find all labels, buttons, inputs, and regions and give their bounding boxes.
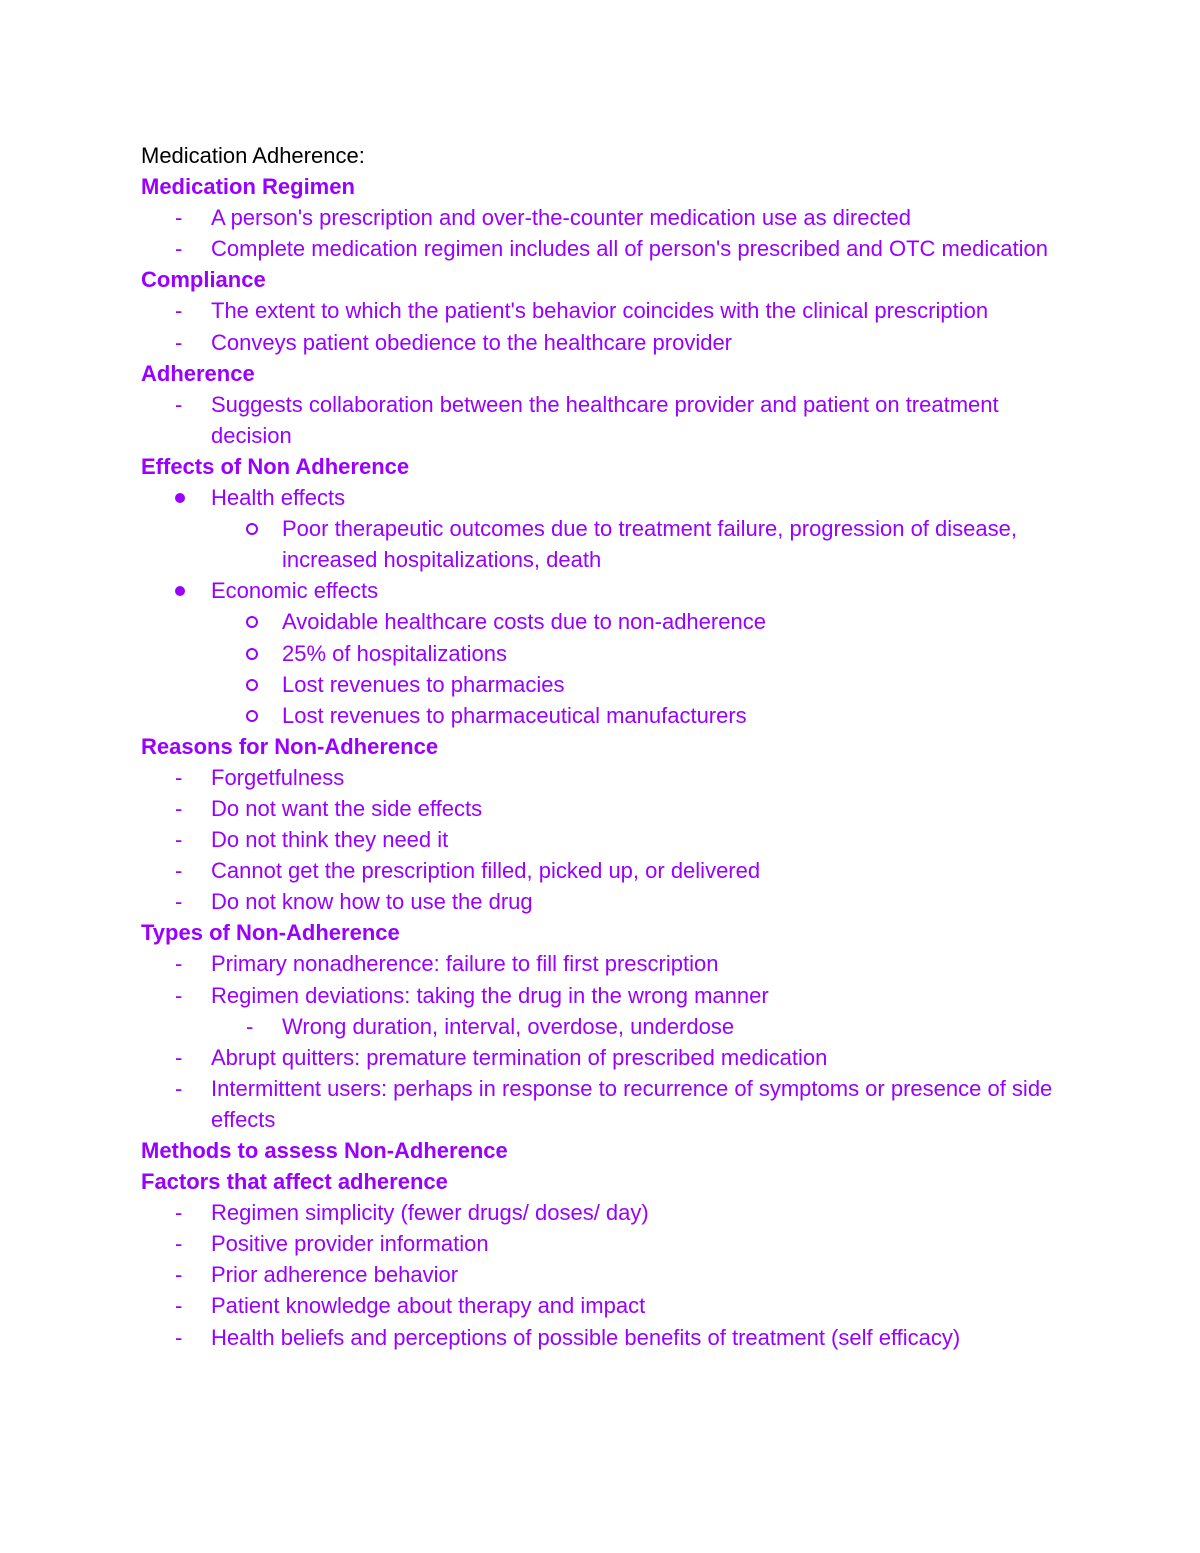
list-item — [141, 1228, 1081, 1259]
list-item — [141, 513, 1081, 575]
list-item — [141, 295, 1081, 326]
document-content — [141, 140, 1081, 1353]
list-item — [141, 855, 1081, 886]
list-item-text: Do not know how to use the drug — [211, 889, 533, 915]
list-item-text: The extent to which the patient's behavior coincides with the clinical prescription — [211, 298, 989, 324]
hollow-bullet-icon — [246, 648, 258, 660]
list-item — [141, 202, 1081, 233]
list-item-text: Do not think they need it — [211, 827, 449, 853]
section-heading: Adherence — [141, 360, 255, 386]
dash-bullet-icon: - — [175, 764, 183, 790]
list-item — [141, 575, 1081, 606]
list-item-text: Do not want the side effects — [211, 795, 483, 821]
hollow-bullet-icon — [246, 616, 258, 628]
dash-bullet-icon: - — [175, 1231, 183, 1257]
list-item — [141, 948, 1081, 979]
list-item-text: Poor therapeutic outcomes due to treatment failure, progression of disease, increased hospitalizations, death — [282, 516, 1017, 573]
dash-bullet-icon: - — [175, 236, 183, 262]
dash-bullet-icon: - — [175, 391, 183, 417]
section-effects-of-non-adherence — [141, 451, 1081, 731]
list-item-text: Health effects — [211, 485, 346, 511]
list-item — [141, 980, 1081, 1011]
dash-bullet-icon: - — [175, 795, 183, 821]
list-item — [141, 1073, 1081, 1135]
dash-bullet-icon: - — [175, 298, 183, 324]
dash-bullet-icon: - — [175, 951, 183, 977]
list-item-text: Economic effects — [211, 578, 379, 604]
list-item-text: Avoidable healthcare costs due to non-adherence — [282, 609, 766, 635]
list-item — [141, 1011, 1081, 1042]
list-item — [141, 762, 1081, 793]
filled-bullet-icon — [175, 493, 185, 503]
document-title: Medication Adherence: — [141, 143, 365, 168]
list-item-text: Regimen deviations: taking the drug in the wrong manner — [211, 982, 769, 1008]
list-item — [141, 700, 1081, 731]
list-item — [141, 886, 1081, 917]
dash-bullet-icon: - — [175, 1200, 183, 1226]
list-item — [141, 606, 1081, 637]
list-item — [141, 1322, 1081, 1353]
section-adherence — [141, 358, 1081, 451]
section-reasons-for-non-adherence — [141, 731, 1081, 918]
section-heading: Medication Regimen — [141, 174, 355, 200]
list-item-text: Cannot get the prescription filled, picked up, or delivered — [211, 858, 761, 884]
section-heading: Reasons for Non-Adherence — [141, 733, 439, 759]
section-heading: Factors that affect adherence — [141, 1169, 448, 1195]
list-item — [141, 669, 1081, 700]
list-item — [141, 793, 1081, 824]
list-item-text: Lost revenues to pharmaceutical manufacturers — [282, 702, 747, 728]
dash-bullet-icon: - — [175, 982, 183, 1008]
filled-bullet-icon — [175, 586, 185, 596]
list-item — [141, 824, 1081, 855]
section-heading: Types of Non-Adherence — [141, 920, 400, 946]
list-item-text: Positive provider information — [211, 1231, 489, 1257]
list-item-text: Abrupt quitters: premature termination of prescribed medication — [211, 1044, 828, 1070]
dash-bullet-icon: - — [175, 827, 183, 853]
list-item — [141, 389, 1081, 451]
list-item — [141, 1290, 1081, 1321]
list-item-text: Conveys patient obedience to the healthcare provider — [211, 329, 733, 355]
dash-bullet-icon: - — [175, 205, 183, 231]
dash-bullet-icon: - — [175, 329, 183, 355]
list-item — [141, 233, 1081, 264]
section-heading: Methods to assess Non-Adherence — [141, 1138, 508, 1163]
list-item-text: Wrong duration, interval, overdose, underdose — [282, 1013, 735, 1039]
dash-bullet-icon: - — [175, 1324, 183, 1350]
section-heading: Effects of Non Adherence — [141, 453, 410, 479]
dash-bullet-icon: - — [246, 1013, 254, 1039]
list-item — [141, 638, 1081, 669]
list-item-text: Regimen simplicity (fewer drugs/ doses/ day) — [211, 1200, 649, 1226]
section-methods-to-assess-non-adherence — [141, 1135, 1081, 1166]
list-item-text: Prior adherence behavior — [211, 1262, 459, 1288]
list-item-text: 25% of hospitalizations — [282, 640, 508, 666]
list-item — [141, 1042, 1081, 1073]
sections-container — [141, 171, 1081, 1353]
hollow-bullet-icon — [246, 523, 258, 535]
section-medication-regimen — [141, 171, 1081, 264]
list-item — [141, 327, 1081, 358]
dash-bullet-icon: - — [175, 1262, 183, 1288]
dash-bullet-icon: - — [175, 889, 183, 915]
dash-bullet-icon: - — [175, 1044, 183, 1070]
list-item — [141, 482, 1081, 513]
list-item-text: A person's prescription and over-the-counter medication use as directed — [211, 205, 912, 231]
list-item-text: Patient knowledge about therapy and impact — [211, 1293, 646, 1319]
dash-bullet-icon: - — [175, 1075, 183, 1101]
hollow-bullet-icon — [246, 710, 258, 722]
list-item-text: Intermittent users: perhaps in response to recurrence of symptoms or presence of side effects — [211, 1075, 1053, 1132]
list-item-text: Forgetfulness — [211, 764, 345, 790]
list-item-text: Complete medication regimen includes all of person's prescribed and OTC medication — [211, 236, 1048, 262]
section-factors-that-affect-adherence — [141, 1166, 1081, 1353]
dash-bullet-icon: - — [175, 858, 183, 884]
list-item — [141, 1259, 1081, 1290]
section-types-of-non-adherence — [141, 917, 1081, 1135]
section-compliance — [141, 264, 1081, 357]
dash-bullet-icon: - — [175, 1293, 183, 1319]
section-heading: Compliance — [141, 267, 266, 293]
list-item-text: Primary nonadherence: failure to fill first prescription — [211, 951, 719, 977]
list-item-text: Suggests collaboration between the healthcare provider and patient on treatment decision — [211, 391, 999, 448]
list-item-text: Lost revenues to pharmacies — [282, 671, 565, 697]
hollow-bullet-icon — [246, 679, 258, 691]
list-item-text: Health beliefs and perceptions of possible benefits of treatment (self efficacy) — [211, 1324, 961, 1350]
list-item — [141, 1197, 1081, 1228]
